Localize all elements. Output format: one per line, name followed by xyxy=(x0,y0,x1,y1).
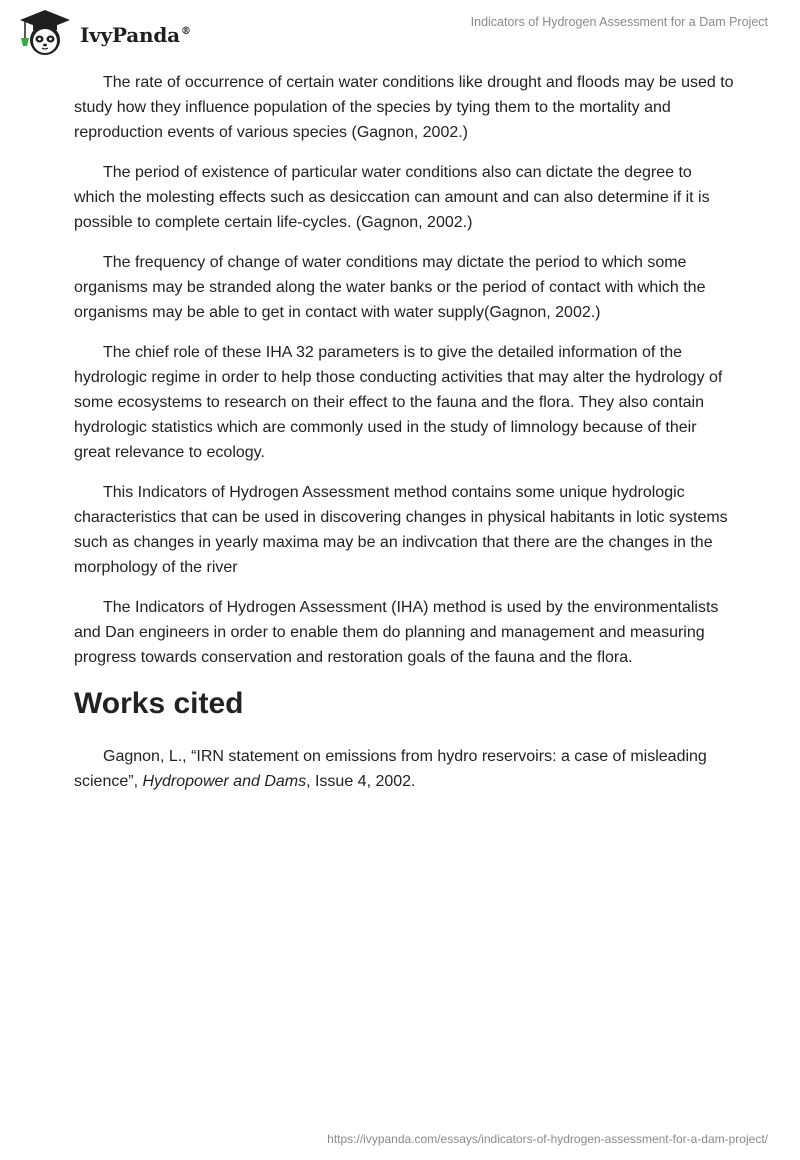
citation-journal: Hydropower and Dams xyxy=(142,773,307,790)
brand-logo[interactable] xyxy=(16,8,191,58)
citation-prefix: Gagnon, L., “IRN statement on emissions from hydro reservoirs: a case of misleading science”, xyxy=(74,748,707,790)
citation-suffix: , Issue 4, 2002. xyxy=(306,773,416,790)
document-title: Indicators of Hydrogen Assessment for a Dam Project xyxy=(470,15,768,29)
brand-name: IvyPanda® xyxy=(80,23,191,47)
paragraph: The period of existence of particular water conditions also can dictate the degree to which the molesting effects such as desiccation can amount and can also determine if it is possible to complete certain life-cycles. (Gagnon, 2002.) xyxy=(74,164,710,231)
paragraph: The frequency of change of water conditions may dictate the period to which some organisms may be stranded along the water banks or the period of contact with which the organisms may be able to get in contact with water supply(Gagnon, 2002.) xyxy=(74,254,706,321)
paragraph: The rate of occurrence of certain water conditions like drought and floods may be used to study how they influence population of the species by tying them to the mortality and reproduction events of various species (Gagnon, 2002.) xyxy=(74,74,734,141)
paragraph: The Indicators of Hydrogen Assessment (IHA) method is used by the environmentalists and Dan engineers in order to enable them do planning and management and measuring progress towards conservation and restoration goals of the fauna and the flora. xyxy=(74,599,719,666)
essay-body xyxy=(74,70,734,794)
paragraph: The chief role of these IHA 32 parameters is to give the detailed information of the hydrologic regime in order to help those conducting activities that may alter the hydrology of some ecosystems to research on their effect to the fauna and the flora. They also contain hydrologic statistics which are commonly used in the study of limnology because of their great relevance to ecology. xyxy=(74,344,723,461)
paragraph: This Indicators of Hydrogen Assessment method contains some unique hydrologic characteristics that can be used in discovering changes in physical habitants in lotic systems such as changes in yearly maxima may be an indivcation that there are the changes in the morphology of the river xyxy=(74,484,728,576)
works-cited-heading: Works cited xyxy=(74,687,244,720)
source-url[interactable]: https://ivypanda.com/essays/indicators-of-hydrogen-assessment-for-a-dam-project/ xyxy=(327,1132,768,1146)
panda-graduate-logo-icon xyxy=(16,8,74,58)
page-header xyxy=(0,0,800,66)
citation-entry xyxy=(74,744,734,794)
